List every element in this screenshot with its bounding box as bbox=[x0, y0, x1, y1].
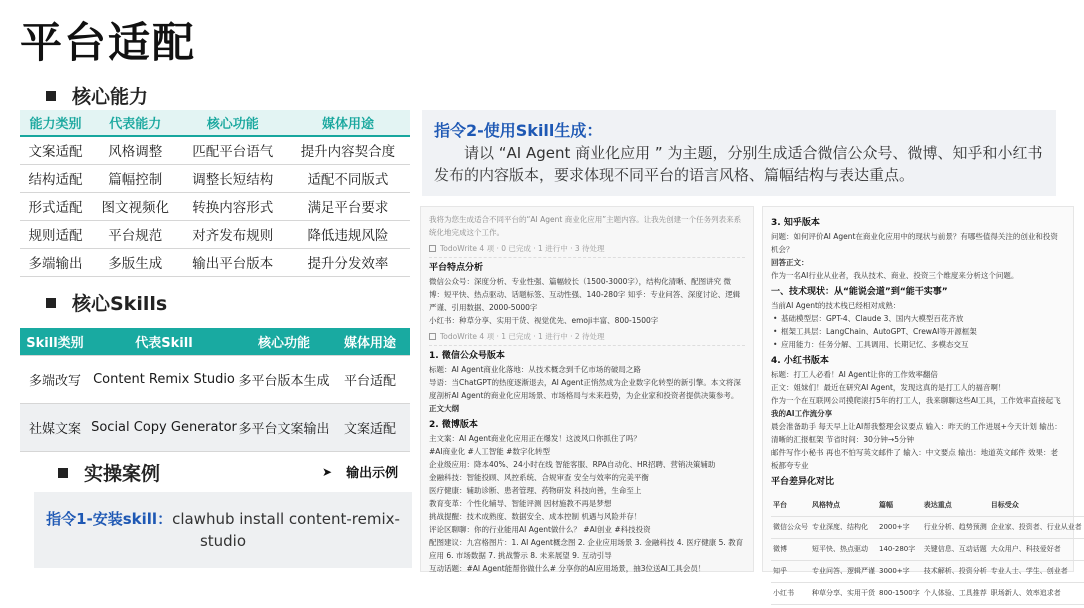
list-item: 金融科技：智能投顾、风控系统、合规审查 安全与效率的完美平衡 bbox=[429, 473, 649, 482]
list-item: 主文案：AI Agent商业化应用正在爆发！这波风口你抓住了吗？ bbox=[429, 434, 641, 443]
table-cell: 大众用户、科技爱好者 bbox=[989, 539, 1084, 561]
table-header-row bbox=[20, 110, 410, 136]
table-row bbox=[20, 192, 410, 220]
table-header-cell: 核心功能 bbox=[238, 328, 330, 355]
table-header-cell: 代表能力 bbox=[91, 110, 180, 136]
table-cell: 企业家、投资者、行业从业者 bbox=[989, 517, 1084, 539]
table-row bbox=[771, 583, 1084, 605]
list-item: 企业级应用：降本40%、24小时在线 智能客服、RPA自动化、HR招聘、营销决策辅助 bbox=[429, 460, 716, 469]
paragraph: 微信公众号：深度分析、专业性强、篇幅较长（1500-3000字），结构化清晰、配图讲究 微博：短平快、热点驱动、话题标签、互动性强、140-280字 知乎：专业问答、深度讨论、逻辑严谨、引用数据、2000-5000字 bbox=[429, 277, 741, 312]
table-cell: 职场新人、效率追求者 bbox=[989, 583, 1084, 605]
table-cell: 3000+字 bbox=[877, 561, 922, 583]
table-cell: 目标受众 bbox=[989, 495, 1084, 517]
checkbox-icon bbox=[429, 333, 436, 340]
table-cell: 微信公众号 bbox=[771, 517, 810, 539]
table-header-cell: 媒体用途 bbox=[330, 328, 410, 355]
instruction-label: 指令2-使用Skill生成： bbox=[434, 121, 603, 140]
table-row bbox=[771, 561, 1084, 583]
table-row bbox=[771, 495, 1084, 517]
table-cell: 降低违规风险 bbox=[286, 220, 410, 248]
todo-status: TodoWrite 4 项 · 1 已完成 · 1 进行中 · 2 待处理 bbox=[429, 330, 745, 346]
table-cell: 短平快、热点驱动 bbox=[810, 539, 877, 561]
square-bullet-icon bbox=[46, 298, 56, 308]
table-cell: 结构适配 bbox=[20, 164, 91, 192]
output-screenshot-left bbox=[420, 206, 754, 572]
heading: 平台特点分析 bbox=[429, 263, 484, 273]
table-cell: 多端输出 bbox=[20, 248, 91, 276]
table-row bbox=[771, 517, 1084, 539]
table-cell: 关键信息、互动话题 bbox=[922, 539, 989, 561]
table-row bbox=[20, 248, 410, 276]
table-cell: 知乎 bbox=[771, 561, 810, 583]
table-cell: 提升内容契合度 bbox=[286, 136, 410, 164]
table-cell: 输出平台版本 bbox=[180, 248, 286, 276]
list-item: • 框架工具层：LangChain、AutoGPT、CrewAI等开源框架 bbox=[771, 325, 1065, 338]
table-cell: 多版生成 bbox=[91, 248, 180, 276]
heading: 1. 微信公众号版本 bbox=[429, 351, 505, 361]
table-row bbox=[20, 164, 410, 192]
square-bullet-icon bbox=[58, 468, 68, 478]
list-item: 晨会准备助手 每天早上让AI帮我整理会议要点 输入：昨天的工作进展+今天计划 输出：清晰的汇报框架 节省时间：30分钟→5分钟 bbox=[771, 422, 1062, 444]
table-row bbox=[20, 220, 410, 248]
table-cell: 种草分享、实用干货 bbox=[810, 583, 877, 605]
section-heading-core-abilities bbox=[46, 82, 148, 109]
paragraph: 导语：当ChatGPT的热度逐渐退去，AI Agent正悄然成为企业数字化转型的新引擎。本文将深度剖析AI Agent的商业化应用场景、市场格局与未来趋势，为企业家和投资者提供决策参考。 bbox=[429, 378, 741, 400]
table-header-cell: 代表Skill bbox=[90, 328, 238, 355]
list-item: 正文：姐妹们！最近在研究AI Agent，发现这真的是打工人的福音啊！ bbox=[771, 383, 1006, 392]
instruction-text: 请以 “AI Agent 商业化应用 ” 为主题，分别生成适合微信公众号、微博、知乎和小红书发布的内容版本，要求体现不同平台的语言风格、篇幅结构与表达重点。 bbox=[434, 144, 1043, 184]
table-cell: 微博 bbox=[771, 539, 810, 561]
table-cell: Content Remix Studio bbox=[90, 355, 238, 403]
heading: 3. 知乎版本 bbox=[771, 218, 820, 228]
table-cell: 篇幅控制 bbox=[91, 164, 180, 192]
table-cell: 风格调整 bbox=[91, 136, 180, 164]
list-item: 教育变革：个性化辅导、智能评测 因材施教不再是梦想 bbox=[429, 499, 612, 508]
intro-text: 我将为您生成适合不同平台的“AI Agent 商业化应用”主题内容。让我先创建一个任务列表来系统化地完成这个工作。 bbox=[429, 215, 742, 237]
table-row bbox=[20, 136, 410, 164]
table-cell: 满足平台要求 bbox=[286, 192, 410, 220]
table-cell: 风格特点 bbox=[810, 495, 877, 517]
table-cell: 平台适配 bbox=[330, 355, 410, 403]
table-cell: Social Copy Generator bbox=[90, 403, 238, 451]
instruction-label: 指令1-安装skill： bbox=[46, 510, 173, 528]
instruction-1-box bbox=[34, 492, 412, 568]
table-cell: 多平台版本生成 bbox=[238, 355, 330, 403]
paragraph: 当前AI Agent的技术栈已经相对成熟： bbox=[771, 301, 901, 310]
table-cell: 社媒文案 bbox=[20, 403, 90, 451]
paragraph: 回答正文： bbox=[771, 258, 809, 267]
table-cell: 平台 bbox=[771, 495, 810, 517]
square-bullet-icon bbox=[46, 91, 56, 101]
todo-status: TodoWrite 4 项 · 0 已完成 · 1 进行中 · 3 待处理 bbox=[429, 242, 745, 258]
table-cell: 行业分析、趋势预测 bbox=[922, 517, 989, 539]
arrow-right-icon: ➤ bbox=[322, 464, 333, 479]
list-item: 标题：打工人必看！AI Agent让你的工作效率翻倍 bbox=[771, 370, 938, 379]
table-row bbox=[20, 403, 410, 451]
table-row bbox=[771, 539, 1084, 561]
table-cell: 图文视频化 bbox=[91, 192, 180, 220]
paragraph: 标题：AI Agent商业化落地：从技术概念到千亿市场的破局之路 bbox=[429, 365, 641, 374]
table-cell: 表达重点 bbox=[922, 495, 989, 517]
table-cell: 转换内容形式 bbox=[180, 192, 286, 220]
table-cell: 平台规范 bbox=[91, 220, 180, 248]
heading: 4. 小红书版本 bbox=[771, 356, 829, 366]
table-cell: 专业深度、结构化 bbox=[810, 517, 877, 539]
list-item: • 应用能力：任务分解、工具调用、长期记忆、多模态交互 bbox=[771, 338, 1065, 351]
heading: 2. 微博版本 bbox=[429, 420, 478, 430]
list-item: 互动话题：#AI Agent能帮你做什么# 分享你的AI应用场景，抽3位送AI工具会员！ bbox=[429, 564, 706, 573]
table-cell: 2000+字 bbox=[877, 517, 922, 539]
table-cell: 专业人士、学生、创业者 bbox=[989, 561, 1084, 583]
checkbox-icon bbox=[429, 245, 436, 252]
table-header-row bbox=[20, 328, 410, 355]
section-title: 核心能力 bbox=[72, 86, 149, 108]
table-cell: 个人体验、工具推荐 bbox=[922, 583, 989, 605]
table-header-cell: Skill类别 bbox=[20, 328, 90, 355]
heading: 平台差异化对比 bbox=[771, 477, 835, 487]
table-cell: 140-280字 bbox=[877, 539, 922, 561]
table-cell: 调整长短结构 bbox=[180, 164, 286, 192]
list-item: 邮件写作小秘书 再也不怕写英文邮件了 输入：中文要点 输出：地道英文邮件 效果：老板都夸专业 bbox=[771, 448, 1059, 470]
instruction-text: clawhub install content-remix-studio bbox=[172, 510, 400, 550]
paragraph: 正文大纲 bbox=[429, 404, 459, 413]
table-cell: 匹配平台语气 bbox=[180, 136, 286, 164]
table-cell: 专业问答、逻辑严谨 bbox=[810, 561, 877, 583]
list-item: • 基础模型层：GPT-4、Claude 3、国内大模型百花齐放 bbox=[771, 312, 1065, 325]
table-cell: 多平台文案输出 bbox=[238, 403, 330, 451]
table-cell: 文案适配 bbox=[330, 403, 410, 451]
table-cell: 篇幅 bbox=[877, 495, 922, 517]
table-cell: 多端改写 bbox=[20, 355, 90, 403]
table-cell: 提升分发效率 bbox=[286, 248, 410, 276]
instruction-2-box bbox=[422, 110, 1056, 196]
core-skills-table bbox=[20, 328, 410, 452]
list-item: 配图建议：九宫格图片：1. AI Agent概念图 2. 企业应用场景 3. 金融科技 4. 医疗健康 5. 教育应用 6. 市场数据 7. 挑战警示 8. 未来展望 9. 互动引导 bbox=[429, 538, 744, 560]
table-cell: 技术解析、投资分析 bbox=[922, 561, 989, 583]
table-cell: 对齐发布规则 bbox=[180, 220, 286, 248]
list-item: 评论区聊聊：你的行业能用AI Agent做什么？ #AI创业 #科技投资 bbox=[429, 525, 651, 534]
paragraph: 问题：如何评价AI Agent在商业化应用中的现状与前景？有哪些值得关注的创业和投资机会？ bbox=[771, 232, 1058, 254]
heading: 一、技术现状：从“能说会道”到“能干实事” bbox=[771, 287, 948, 297]
table-row bbox=[20, 355, 410, 403]
table-cell: 小红书 bbox=[771, 583, 810, 605]
section-title: 核心Skills bbox=[72, 293, 168, 315]
table-cell: 800-1500字 bbox=[877, 583, 922, 605]
platform-compare-table bbox=[771, 495, 1084, 605]
table-cell: 适配不同版式 bbox=[286, 164, 410, 192]
list-item: 作为一个在互联网公司摸爬滚打5年的打工人，我来聊聊这些AI工具，工作效率直接起飞 bbox=[771, 396, 1061, 405]
output-example-label: ➤ 输出示例 bbox=[322, 464, 399, 481]
table-header-cell: 核心功能 bbox=[180, 110, 286, 136]
table-cell: 规则适配 bbox=[20, 220, 91, 248]
page-title: 平台适配 bbox=[20, 18, 197, 67]
section-heading-practice-case bbox=[58, 459, 160, 486]
section-heading-core-skills bbox=[46, 289, 167, 316]
core-abilities-table bbox=[20, 110, 410, 277]
list-item: 医疗健康：辅助诊断、患者管理、药物研发 科技向善，生命至上 bbox=[429, 486, 642, 495]
list-item: #AI商业化 #人工智能 #数字化转型 bbox=[429, 447, 550, 456]
table-cell: 文案适配 bbox=[20, 136, 91, 164]
section-title: 实操案例 bbox=[84, 463, 161, 485]
table-header-cell: 媒体用途 bbox=[286, 110, 410, 136]
list-item: 我的AI工作流分享 bbox=[771, 409, 833, 418]
output-screenshot-right bbox=[762, 206, 1082, 597]
table-header-cell: 能力类别 bbox=[20, 110, 91, 136]
table-cell: 形式适配 bbox=[20, 192, 91, 220]
list-item: 挑战提醒：技术成熟度、数据安全、成本控制 机遇与风险并存！ bbox=[429, 512, 642, 521]
paragraph: 小红书：种草分享、实用干货、视觉优先、emoji丰富、800-1500字 bbox=[429, 316, 659, 325]
paragraph: 作为一名AI行业从业者，我从技术、商业、投资三个维度来分析这个问题。 bbox=[771, 271, 1019, 280]
